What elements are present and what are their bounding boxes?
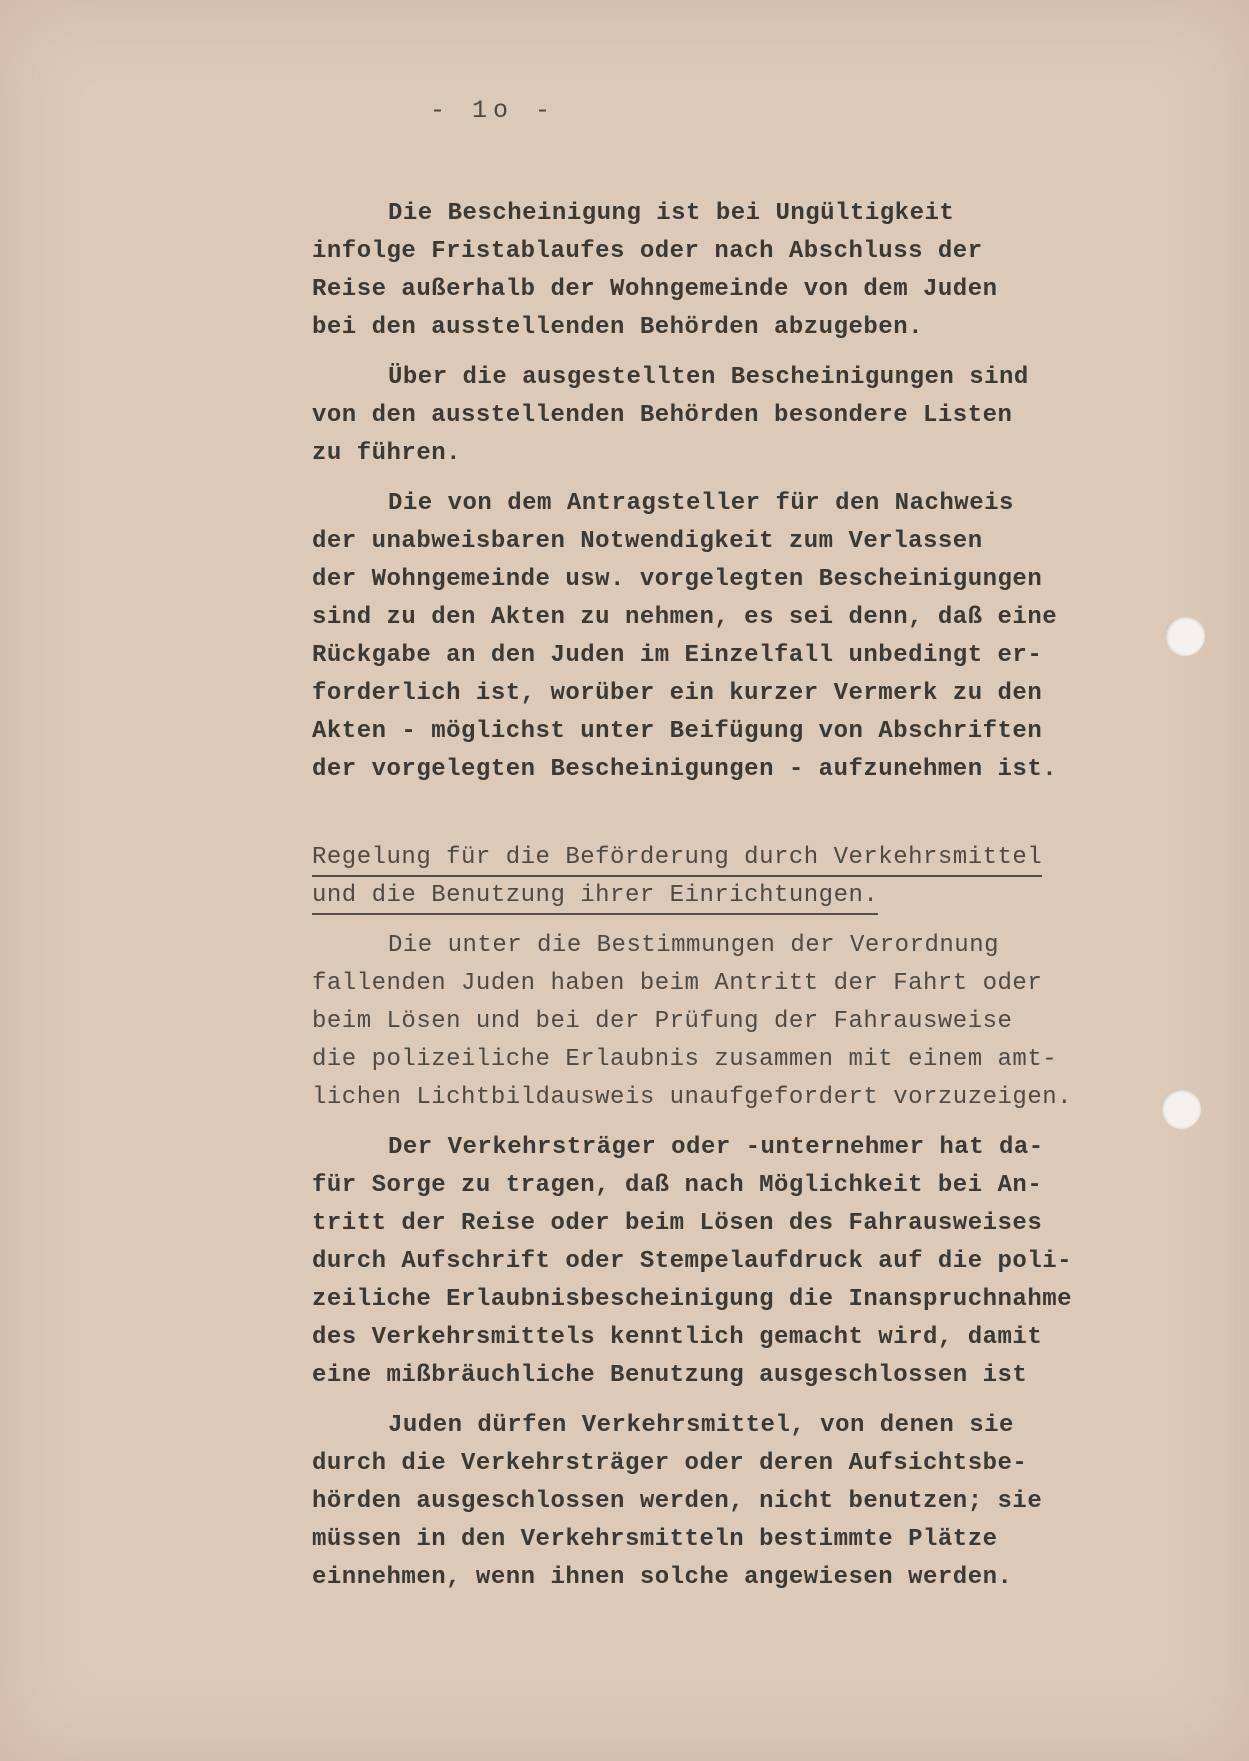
- punch-hole-upper: [1165, 616, 1205, 656]
- text-line: von den ausstellenden Behörden besondere Listen: [312, 402, 1013, 429]
- text-line: tritt der Reise oder beim Lösen des Fahrausweises: [312, 1210, 1043, 1237]
- text-line: bei den ausstellenden Behörden abzugeben.: [312, 314, 923, 341]
- text-line: Akten - möglichst unter Beifügung von Abschriften: [312, 718, 1043, 745]
- text-line: eine mißbräuchliche Benutzung ausgeschlossen ist: [312, 1362, 1028, 1389]
- text-line: einnehmen, wenn ihnen solche angewiesen werden.: [312, 1564, 1013, 1591]
- paragraph-lists: [312, 359, 1112, 473]
- text-line: hörden ausgeschlossen werden, nicht benutzen; sie: [312, 1488, 1043, 1515]
- typed-text-body: [312, 195, 1112, 1597]
- text-line: Rückgabe an den Juden im Einzelfall unbedingt er-: [312, 642, 1043, 669]
- text-line: des Verkehrsmittels kenntlich gemacht wird, damit: [312, 1324, 1043, 1351]
- text-line: Über die ausgestellten Bescheinigungen sind: [388, 364, 1029, 391]
- page-number: - 1o -: [430, 96, 557, 125]
- paragraph-supporting-documents: [312, 485, 1112, 789]
- text-line: zu führen.: [312, 440, 462, 467]
- text-line: Die von dem Antragsteller für den Nachweis: [388, 490, 1014, 517]
- paragraph-excluded-vehicles: [312, 1407, 1112, 1597]
- text-line: infolge Fristablaufes oder nach Abschluss der: [312, 238, 983, 265]
- heading-line: und die Benutzung ihrer Einrichtungen.: [312, 879, 878, 915]
- text-line: Die unter die Bestimmungen der Verordnung: [388, 932, 999, 959]
- text-line: zeiliche Erlaubnisbescheinigung die Inanspruchnahme: [312, 1286, 1073, 1313]
- text-line: durch die Verkehrsträger oder deren Aufsichtsbe-: [312, 1450, 1028, 1477]
- text-line: lichen Lichtbildausweis unaufgefordert vorzuzeigen.: [312, 1084, 1073, 1111]
- section-heading: [312, 839, 1112, 915]
- text-line: Der Verkehrsträger oder -unternehmer hat da-: [388, 1134, 1044, 1161]
- paragraph-transport-permit: [312, 927, 1112, 1117]
- text-line: die polizeiliche Erlaubnis zusammen mit einem amt-: [312, 1046, 1058, 1073]
- text-line: beim Lösen und bei der Prüfung der Fahrausweise: [312, 1008, 1013, 1035]
- text-line: der Wohngemeinde usw. vorgelegten Bescheinigungen: [312, 566, 1043, 593]
- text-line: forderlich ist, worüber ein kurzer Vermerk zu den: [312, 680, 1043, 707]
- text-line: fallenden Juden haben beim Antritt der Fahrt oder: [312, 970, 1043, 997]
- paragraph-certificate-return: [312, 195, 1112, 347]
- text-line: Reise außerhalb der Wohngemeinde von dem Juden: [312, 276, 998, 303]
- text-line: für Sorge zu tragen, daß nach Möglichkeit bei An-: [312, 1172, 1043, 1199]
- heading-line: Regelung für die Beförderung durch Verkehrsmittel: [312, 841, 1042, 877]
- text-line: der unabweisbaren Notwendigkeit zum Verlassen: [312, 528, 983, 555]
- text-line: sind zu den Akten zu nehmen, es sei denn, daß eine: [312, 604, 1058, 631]
- text-line: durch Aufschrift oder Stempelaufdruck auf die poli-: [312, 1248, 1073, 1275]
- text-line: der vorgelegten Bescheinigungen - aufzunehmen ist.: [312, 756, 1058, 783]
- text-line: Juden dürfen Verkehrsmittel, von denen sie: [388, 1412, 1014, 1439]
- paragraph-carrier-duty: [312, 1129, 1112, 1395]
- text-line: Die Bescheinigung ist bei Ungültigkeit: [388, 200, 955, 227]
- text-line: müssen in den Verkehrsmitteln bestimmte Plätze: [312, 1526, 998, 1553]
- punch-hole-lower: [1161, 1089, 1201, 1129]
